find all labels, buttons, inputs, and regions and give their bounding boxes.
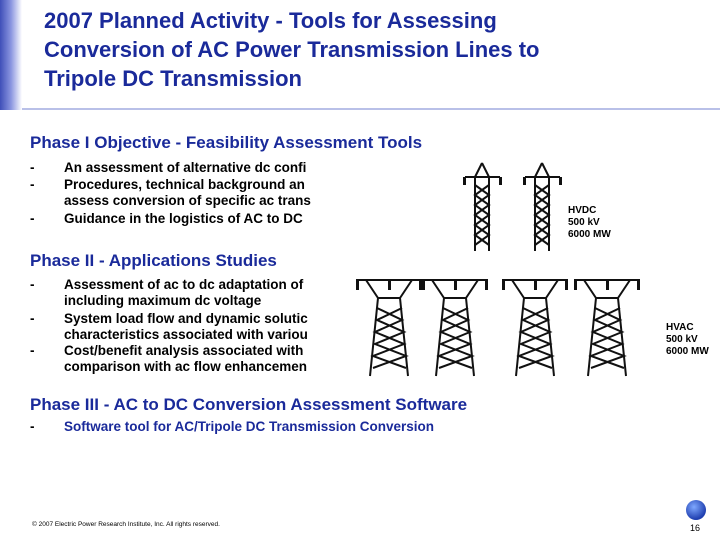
hvac-label-power: 6000 MW (666, 346, 709, 357)
bullet-dash: - (30, 277, 35, 292)
phase2-heading: Phase II - Applications Studies (30, 251, 277, 270)
bullet-dash: - (30, 211, 35, 226)
hvac-label-voltage: 500 kV (666, 334, 698, 345)
bullet-text: Procedures, technical background an (64, 177, 305, 192)
bullet-text: assess conversion of specific ac trans (64, 193, 311, 208)
bullet-dash: - (30, 343, 35, 358)
hvdc-label-type: HVDC (568, 205, 597, 216)
bullet-text: including maximum dc voltage (64, 293, 262, 308)
hvdc-towers-illustration (455, 155, 567, 255)
hvac-label-type: HVAC (666, 322, 694, 333)
copyright-footer: © 2007 Electric Power Research Institute, Inc. All rights reserved. (32, 521, 220, 528)
bullet-dash: - (30, 311, 35, 326)
phase2-bullet-2 (30, 311, 360, 343)
bullet-text: Software tool for AC/Tripole DC Transmission Conversion (64, 419, 435, 434)
bullet-text: System load flow and dynamic solutic (64, 311, 308, 326)
bullet-dash: - (30, 419, 35, 434)
title-line-2: Conversion of AC Power Transmission Lines to (44, 37, 540, 62)
epri-logo-icon (686, 500, 706, 520)
phase3-bullet-1 (30, 419, 550, 435)
title-line-3: Tripole DC Transmission (44, 66, 302, 91)
bullet-dash: - (30, 160, 35, 175)
hvac-label (666, 322, 709, 358)
bullet-text: Guidance in the logistics of AC to DC (64, 211, 303, 226)
hvdc-label-power: 6000 MW (568, 229, 611, 240)
bullet-text: Assessment of ac to dc adaptation of (64, 277, 304, 292)
hvac-towers-illustration (352, 268, 664, 380)
phase3-heading: Phase III - AC to DC Conversion Assessment Software (30, 395, 468, 414)
bullet-text: comparison with ac flow enhancemen (64, 359, 308, 374)
title-line-1: 2007 Planned Activity - Tools for Assessing (44, 8, 497, 33)
bullet-text: Cost/benefit analysis associated with (64, 343, 304, 358)
accent-bar (0, 0, 22, 110)
phase1-bullet-1 (30, 160, 360, 176)
phase1-heading: Phase I Objective - Feasibility Assessment Tools (30, 133, 423, 152)
phase2-bullet-1 (30, 277, 360, 309)
bullet-dash: - (30, 177, 35, 192)
title-divider (22, 108, 720, 110)
phase2-bullet-3 (30, 343, 360, 375)
phase1-bullet-3 (30, 211, 360, 227)
hvdc-label (568, 205, 611, 241)
slide-title (44, 6, 684, 93)
page-number: 16 (690, 523, 701, 533)
hvdc-label-voltage: 500 kV (568, 217, 600, 228)
phase1-bullet-2 (30, 177, 360, 209)
bullet-text: An assessment of alternative dc confi (64, 160, 307, 175)
bullet-text: characteristics associated with variou (64, 327, 308, 342)
